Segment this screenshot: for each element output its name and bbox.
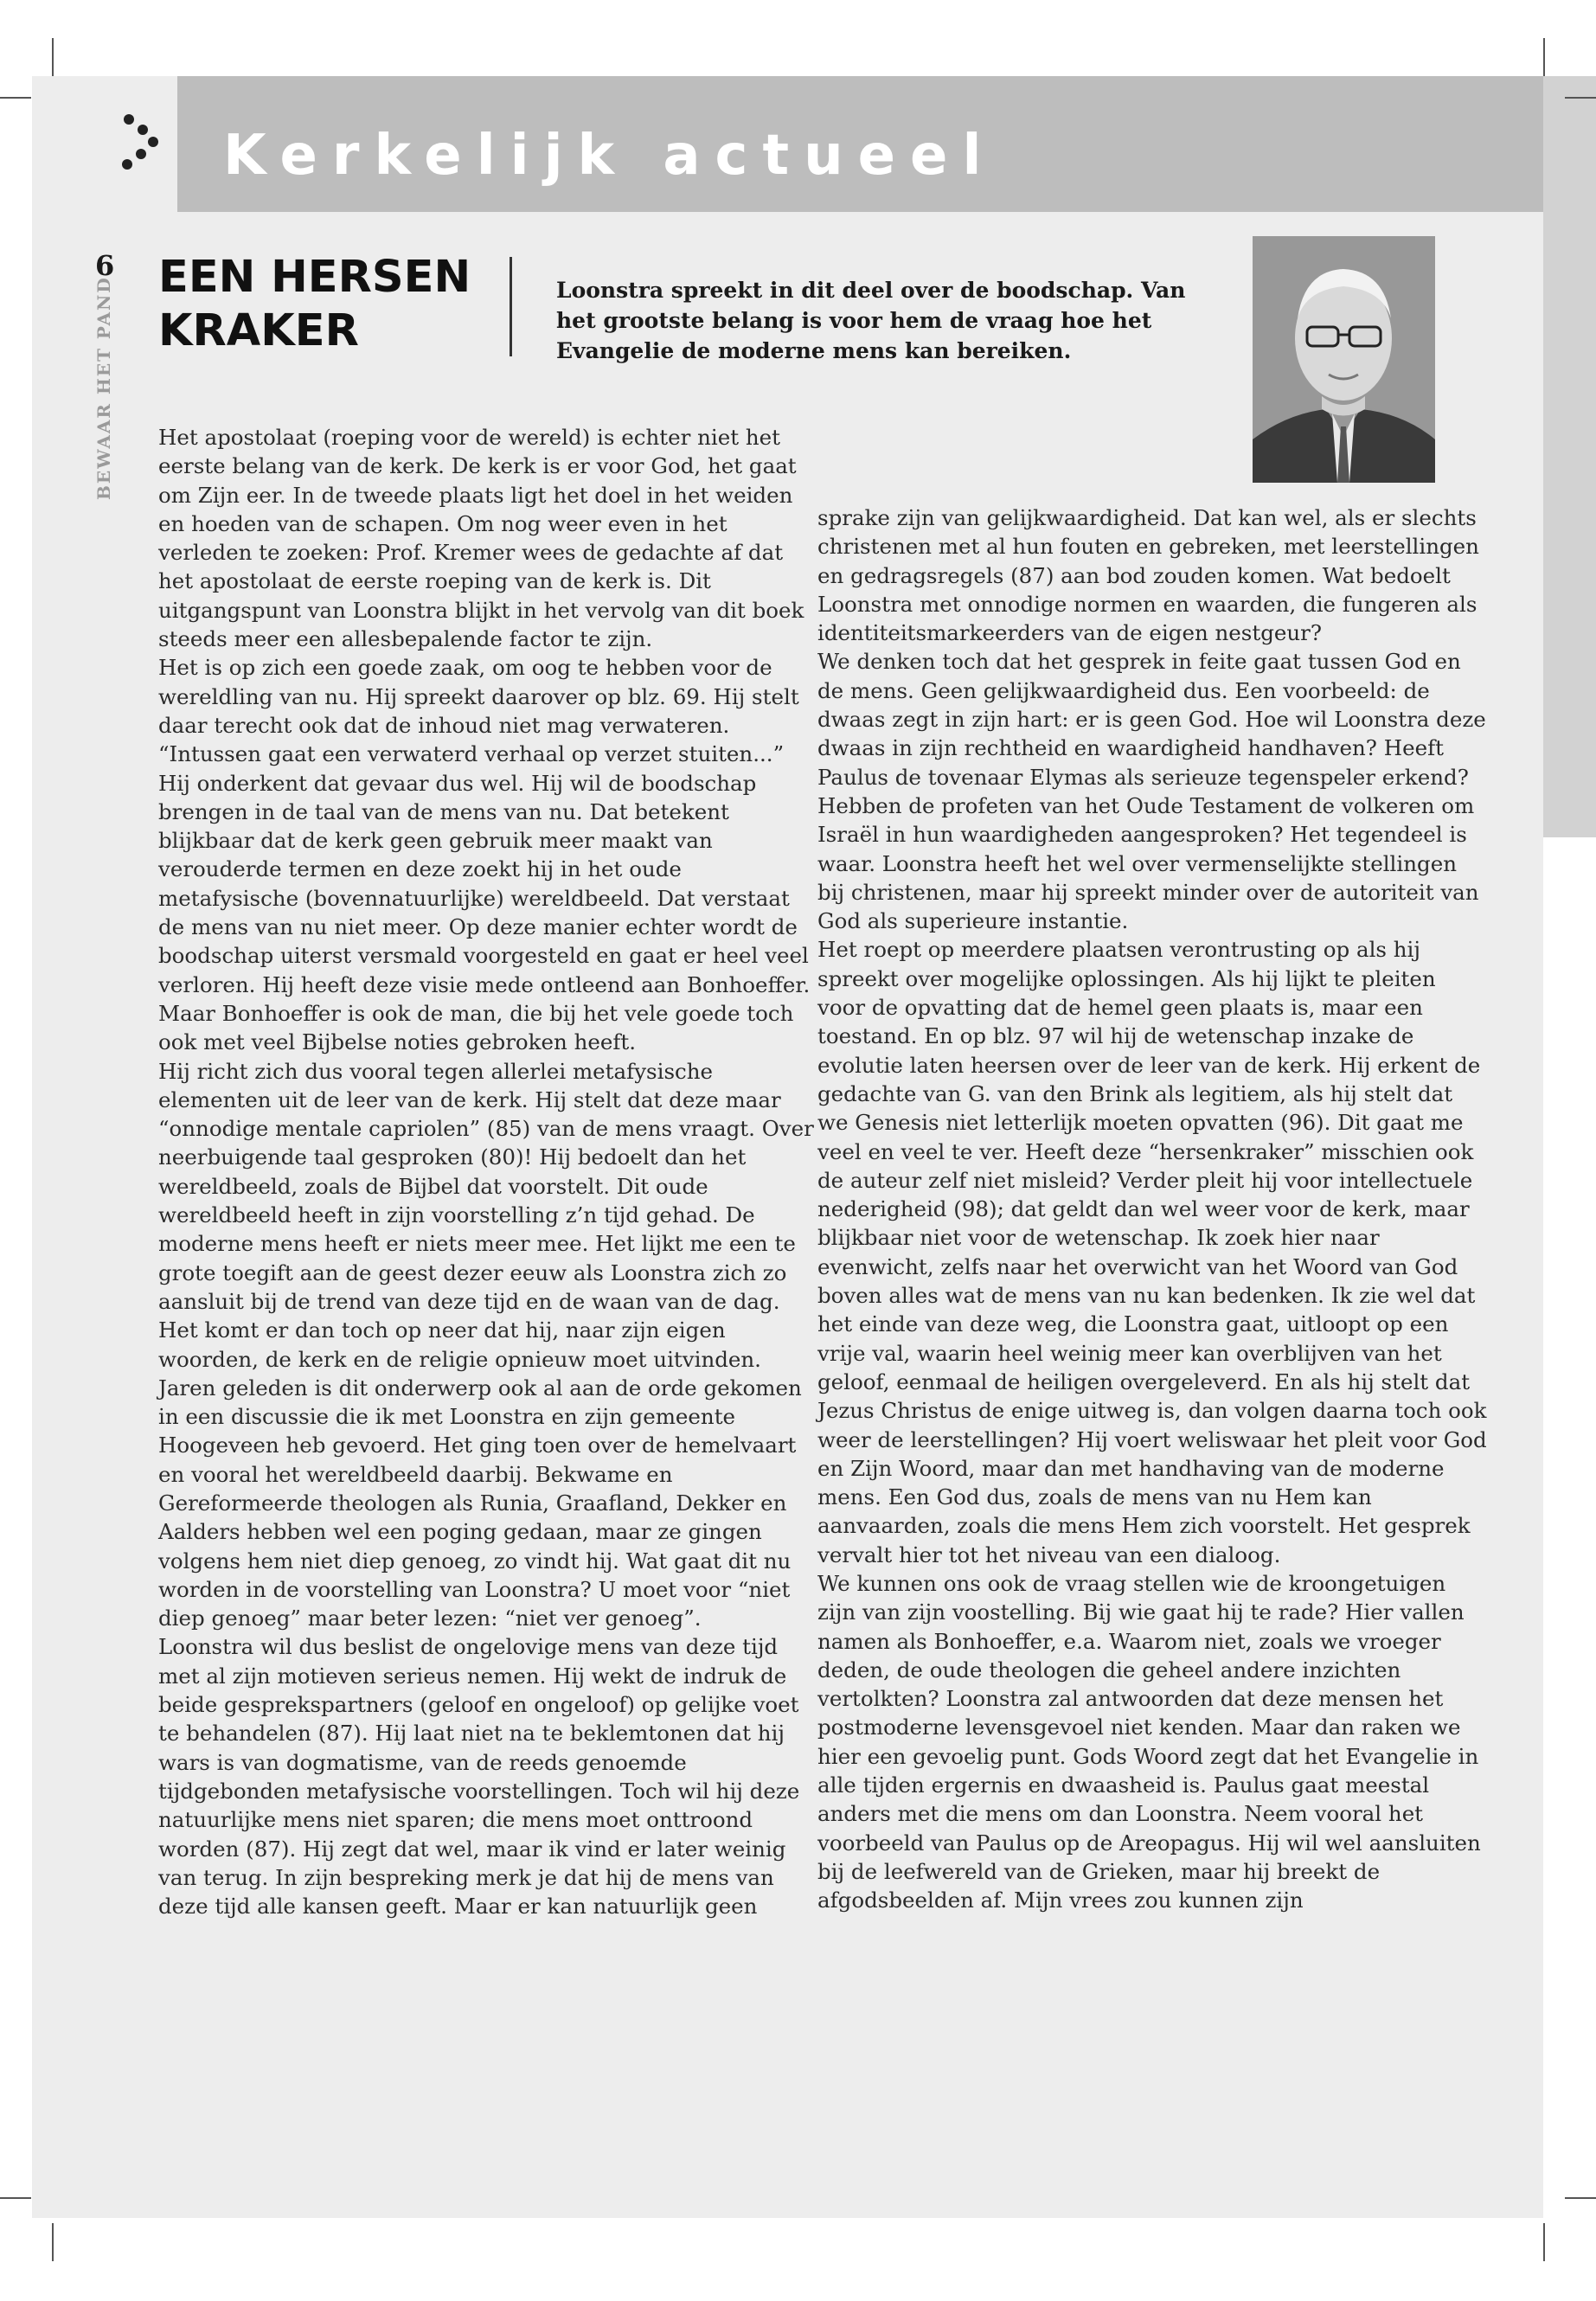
section-title: Kerkelijk actueel (223, 124, 997, 188)
paragraph: Het is op zich een goede zaak, om oog te hebben voor de wereldling van nu. Hij spreekt daarover op blz. 69. Hij stelt daar terecht ook dat de inhoud niet mag verwateren. “Intussen gaat een verwaterd verhaal op verzet stuiten...” Hij onderkent dat gevaar dus wel. Hij wil de boodschap brengen in de taal van de mens van nu. Dat betekent blijkbaar dat de kerk geen gebruik meer maakt van verouderde termen en deze zoekt hij in het oude metafysische (bovennatuurlijke) wereldbeeld. Dat verstaat de mens van nu niet meer. Op deze manier echter wordt de boodschap uiterst versmald voorgesteld en gaat er heel veel verloren. Hij heeft deze visie mede ontleend aan Bonhoeffer. Maar Bonhoeffer is ook de man, die bij het vele goede toch ook met veel Bijbelse noties gebroken heeft. (158, 655, 811, 1055)
title-divider (510, 257, 512, 356)
portrait-photo (1253, 236, 1435, 483)
side-label: BEWAAR HET PAND (93, 276, 114, 500)
crop-mark (1543, 38, 1545, 76)
paragraph: Het apostolaat (roeping voor de wereld) is echter niet het eerste belang van de kerk. De kerk is er voor God, het gaat om Zijn eer. In de tweede plaats ligt het doel in het weiden en hoeden van de schapen. Om nog weer even in het verleden te zoeken: Prof. Kremer wees de gedachte af dat het apostolaat de eerste roeping van de kerk is. Dit uitgangspunt van Loonstra blijkt in het vervolg van dit boek steeds meer een allesbepalende factor te zijn. (158, 425, 804, 652)
text-column-right (817, 503, 1488, 1915)
crop-mark (52, 38, 54, 76)
dots-icon (119, 112, 162, 173)
paragraph: Hij richt zich dus vooral tegen allerlei metafysische elementen uit de leer van de kerk. Hij stelt dat deze maar “onnodige mentale capriolen” (85) van de mens vraagt. Over neerbuigende taal gesproken (80)! Hij bedoelt dan het wereldbeeld, zoals de Bijbel dat voorstelt. Dit oude wereldbeeld heeft in zijn voorstelling z’n tijd gehad. De moderne mens heeft er niets meer mee. Het lijkt me een te grote toegift aan de geest dezer eeuw als Loonstra zich zo aansluit bij de trend van deze tijd en de waan van de dag. Het komt er dan toch op neer dat hij, naar zijn eigen woorden, de kerk en de religie opnieuw moet uitvinden. (158, 1058, 814, 1372)
paragraph: We denken toch dat het gesprek in feite gaat tussen God en de mens. Geen gelijkwaardigheid dus. Een voorbeeld: de dwaas zegt in zijn hart: er is geen God. Hoe wil Loonstra deze dwaas in zijn rechtheid en waardigheid handhaven? Heeft Paulus de tovenaar Elymas als serieuze tegenspeler erkend? Hebben de profeten van het Oude Testament de volkeren om Israël in hun waardigheden aangesproken? Het tegendeel is waar. Loonstra heeft het wel over vermenselijkte stellingen bij christenen, maar hij spreekt minder over de autoriteit van God als superieure instantie. (817, 649, 1486, 934)
paragraph: Het roept op meerdere plaatsen verontrusting op als hij spreekt over mogelijke oplossingen. Als hij lijkt te pleiten voor de opvatting dat de hemel geen plaats is, maar een toestand. En op blz. 97 wil hij de wetenschap inzake de evolutie laten heersen over de leer van de kerk. Hij erkent de gedachte van G. van den Brink als legitiem, als hij stelt dat we Genesis niet letterlijk moeten opvatten (96). Dit gaat me veel en veel te ver. Heeft deze “hersenkraker” misschien ook de auteur zelf niet misleid? Verder pleit hij voor intellectuele nederigheid (98); dat geldt dan wel weer voor de kerk, maar blijkbaar niet voor de wetenschap. Ik zoek hier naar evenwicht, zelfs naar het overwicht van het Woord van God boven alles wat de mens van nu kan bedenken. Ik zie wel dat het einde van deze weg, die Loonstra gaat, uitloopt op een vrije val, waarin heel weinig meer kan overblijven van het geloof, eenmaal de heiligen overgeleverd. En als hij stelt dat Jezus Christus de enige uitweg is, dan volgen daarna toch ook weer de leerstellingen? Hij voert weliswaar het pleit voor God en Zijn Woord, maar dan met handhaving van de moderne mens. Een God dus, zoals de mens van nu Hem kan aanvaarden, zoals die mens Hem zich voorstelt. Het gesprek vervalt hier tot het niveau van een dialoog. (817, 937, 1487, 1567)
paragraph: Loonstra wil dus beslist de ongelovige mens van deze tijd met al zijn motieven serieus nemen. Hij wekt de indruk de beide gesprekspartners (geloof en ongeloof) op gelijke voet te behandelen (87). Hij laat niet na te beklemtonen dat hij wars is van dogmatisme, van de reeds genoemde tijdgebonden metafysische voorstellingen. Toch wil hij deze natuurlijke mens niet sparen; die mens moet onttroond worden (87). Hij zegt dat wel, maar ik vind er later weinig van terug. In zijn bespreking merk je dat hij de mens van deze tijd alle kansen geeft. Maar er kan natuurlijk geen (158, 1634, 800, 1920)
paragraph: sprake zijn van gelijkwaardigheid. Dat kan wel, als er slechts christenen met al hun fouten en gebreken, met leerstellingen en gedragsregels (87) aan bod zouden komen. Wat bedoelt Loonstra met onnodige normen en waarden, die fungeren als identiteitsmarkeerders van de eigen nestgeur? (817, 505, 1479, 646)
crop-mark (0, 2197, 31, 2199)
paragraph: We kunnen ons ook de vraag stellen wie de kroongetuigen zijn van zijn voostelling. Bij wie gaat hij te rade? Hier vallen namen als Bonhoeffer, e.a. Waarom niet, zoals we vroeger deden, de oude theologen die geheel andere inzichten vertolkten? Loonstra zal antwoorden dat deze mensen het postmoderne levensgevoel niet kenden. Maar dan raken we hier een gevoelig punt. Gods Woord zegt dat het Evangelie in alle tijden ergernis en dwaasheid is. Paulus gaat meestal anders met die mens om dan Loonstra. Neem vooral het voorbeeld van Paulus op de Areopagus. Hij wil wel aansluiten bij de leefwereld van de Grieken, maar hij breekt de afgodsbeelden af. Mijn vrees zou kunnen zijn (817, 1570, 1481, 1913)
crop-mark (1565, 97, 1596, 99)
article-title: EEN HERSEN KRAKER (158, 252, 471, 356)
text-column-left (158, 423, 816, 1920)
paragraph: Jaren geleden is dit onderwerp ook al aan de orde gekomen in een discussie die ik met Loonstra en zijn gemeente Hoogeveen heb gevoerd. Het ging toen over de hemelvaart en vooral het wereldbeeld daarbij. Bekwame en Gereformeerde theologen als Runia, Graafland, Dekker en Aalders hebben wel een poging gedaan, maar ze gingen volgens hem niet diep genoeg, zo vindt hij. Wat gaat dit nu worden in de voorstelling van Loonstra? U moet voor “niet diep genoeg” maar beter lezen: “niet ver genoeg”. (158, 1375, 802, 1631)
crop-mark (52, 2223, 54, 2261)
page-edge-tab (1543, 76, 1596, 837)
crop-mark (1565, 2197, 1596, 2199)
crop-mark (0, 97, 31, 99)
crop-mark (1543, 2223, 1545, 2261)
page-number: 6 (95, 249, 115, 282)
intro-text: Loonstra spreekt in dit deel over de boodschap. Van het grootste belang is voor hem de vraag hoe het Evangelie de moderne mens kan bereiken. (556, 278, 1186, 363)
